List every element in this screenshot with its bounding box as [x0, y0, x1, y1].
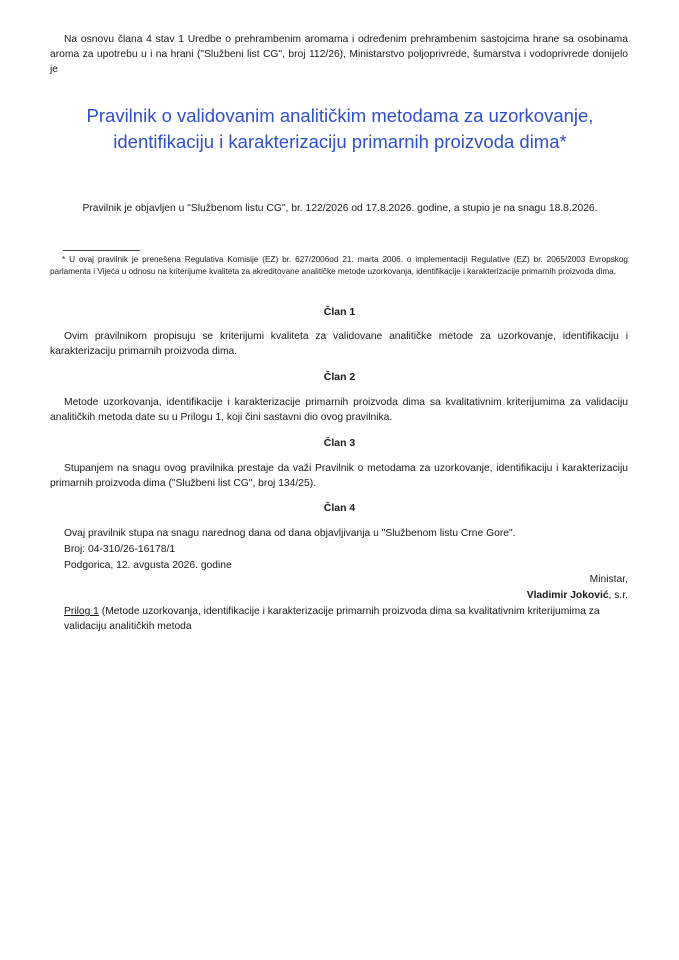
signature-block	[527, 588, 628, 603]
article-3-heading: Član 3	[323, 437, 356, 449]
document-number: Broj: 04-310/26-16178/1	[64, 544, 176, 555]
article-4-text: Ovaj pravilnik stupa na snagu narednog dana od dana objavljivanja u "Službenom listu Crne Gore".	[64, 528, 516, 539]
signature-title: Ministar,	[589, 574, 628, 585]
article-2-text: Metode uzorkovanja, identifikacije i karakterizacije primarnih proizvoda dima sa kvalitativnim kriterijumima za validaciju analitičkih metoda date su u Prilogu 1, koji čini sastavni dio ovog pravilnika.	[50, 397, 628, 423]
article-3-text: Stupanjem na snagu ovog pravilnika prestaje da važi Pravilnik o metodama za uzorkovanje, identifikaciju i karakterizaciju primarnih proizvoda dima ("Službeni list CG", broj 134/25).	[50, 463, 628, 489]
title-line-2: identifikaciju i karakterizaciju primarnih proizvoda dima*	[113, 131, 567, 152]
publication-note: Pravilnik je objavljen u "Službenom listu CG", br. 122/2026 od 17.8.2026. godine, a stupio je na snagu 18.8.2026.	[82, 203, 598, 214]
annex-link[interactable]: Prilog 1	[64, 606, 99, 617]
signature-suffix: , s.r.	[608, 590, 628, 601]
title-line-1: Pravilnik o validovanim analitičkim metodama za uzorkovanje,	[86, 105, 594, 126]
footnote-text: * U ovaj pravilnik je prenešena Regulativa Komisije (EZ) br. 627/2006od 21. marta 2006. o implementaciji Regulative (EZ) br. 2065/2003 Evropskog parlamenta i Vijeća u odnosu na kriterijume kvaliteta za akreditovane analitičke metode uzorkovanja, identifikacije i karakterizacije primarnih proizvoda dima.	[50, 255, 628, 276]
article-1-heading: Član 1	[323, 306, 356, 318]
document-title	[40, 103, 640, 155]
footnote-divider	[63, 250, 140, 251]
signature-name: Vladimir Joković	[526, 590, 609, 601]
place-and-date: Podgorica, 12. avgusta 2026. godine	[64, 560, 232, 571]
article-4-heading: Član 4	[323, 502, 356, 514]
article-2-heading: Član 2	[323, 371, 356, 383]
annex-reference	[64, 604, 629, 634]
article-1-text: Ovim pravilnikom propisuju se kriterijumi kvaliteta za validovane analitičke metode za uzorkovanje, identifikaciju i karakterizaciju primarnih proizvoda dima.	[50, 331, 628, 357]
annex-description: (Metode uzorkovanja, identifikacije i karakterizacije primarnih proizvoda dima sa kvalitativnim kriterijumima za validaciju analitičkih metoda	[64, 606, 600, 632]
preamble-text: Na osnovu člana 4 stav 1 Uredbe o prehrambenim aromama i određenim prehrambenim sastojcima hrane sa osobinama aroma za upotrebu u i na hrani ("Službeni list CG", broj 112/26), Ministarstvo poljoprivrede, šumarstva i vodoprivrede donijelo je	[50, 34, 628, 75]
